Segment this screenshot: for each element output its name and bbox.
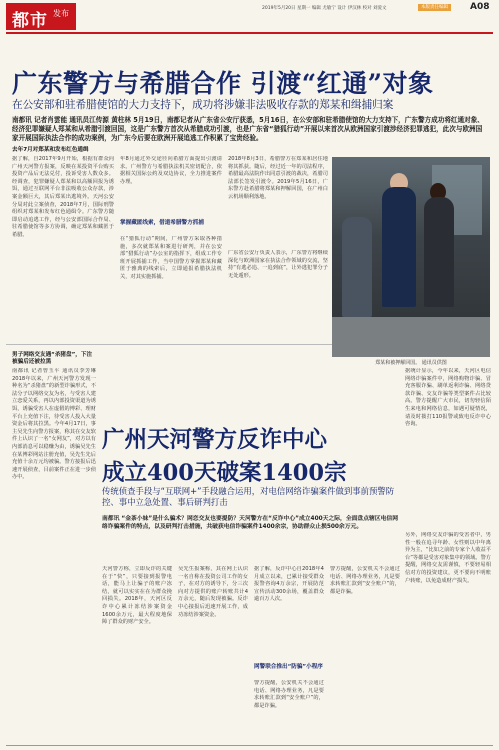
second-col-c-heading: 网警联合推出“防骗”小程序 [254, 664, 323, 670]
news-photo [332, 157, 490, 357]
lead-col3-text-b: 广东省公安厅负责人表示，广东警方将继续深化与欧洲国家在执法合作领域的交流，坚持“有逃必追、一追到底”，让外逃犯罪分子无处遁形。 [228, 250, 328, 279]
second-col-d: 警方提醒，公安机关不会通过电话、网络办理业务，凡是要求转账汇款到“安全账户”的，都是诈骗。 [330, 566, 400, 595]
lead-col1-text: 据了解，自2017年9月开始，根据有群众向广州天河警方报案，反映在某投资平台购买投资产品后无法兑付，投诉受害人数众多。经调查，犯罪嫌疑人郑某和以高额回报为诱饵，通过互联网平台非法吸收公众存款，涉案金额巨大，其后郑某出逃境外。天河公安分局对此立案侦查，2018年7月，国际刑警组织对郑某和发布红色通缉令。广东警方随即启动追逃工作，经与公安部国际合作局、驻希腊使馆等多方协调，确定郑某和藏匿于希腊。 [12, 156, 114, 238]
lead-intro: 南都讯 记者肖雲能 通讯员江传源 黄柱林 5月19日，南都记者从广东省公安厅获悉，5月16日，在公安部和驻希腊使馆的大力支持下，广东警方成功将红通对象、经济犯罪嫌疑人郑某和从希腊引渡回国，这是广东警方首次从希腊成功引渡，也是广东省“猎狐行动”开展以来首次从欧洲国家引渡涉经济犯罪逃犯，此次与欧洲国家开展国际执法合作的成功案例，为广东今后要在欧洲开展追逃工作积累了宝贵经验。 [12, 116, 484, 142]
section-logo [6, 3, 76, 30]
right-text-b: 另外，网络交友诈骗的受害者中，男性一般在追寻年龄、女性则以中年离异为主，“比如之前的专家个人收益平台”等都是受害对象集中的领域。警方提醒，网络交友需谨慎，不要轻易相信对方的投资建议，更不要向不明账户转账，以免造成财产损失。 [405, 532, 491, 584]
date-line: 2019年5月20日 星期一 编辑 尤敏宁 设计 伊汉林 校对 刘爱文 [262, 6, 387, 11]
lead-col2-text-b: 在“猎狐行动”期间，广州警方采取各种措施，多次就郑某和案进行研判，并在公安部“猎狐行动”办公室的指挥下，组成工作专班开展抓捕工作，当中国警方掌握郑某和藏匿于雅典的线索后，立即通报希腊执法机关，对其实施抓捕。 [120, 236, 222, 280]
masthead [0, 0, 499, 34]
editor-tag: 本版责任编辑 [418, 4, 451, 11]
page-number: A08 [470, 2, 490, 12]
second-headline-line1: 广州天河警方反诈中心 [102, 427, 328, 453]
lead-headline: 广东警方与希腊合作 引渡“红通”对象 [12, 69, 434, 98]
section-sub: 发布 [53, 9, 69, 18]
bottom-rule [6, 745, 493, 746]
second-col-c: 据了解，反诈中心自2018年4月成立以来，已累计接受群众报警咨询4万余宗，开展防范宣传活动300余场，覆盖群众逾百万人次。 [254, 566, 324, 603]
second-col-a: 天河警方称，立即反诈的关键在于“快”，只要接到报警电话，能马上让骗子的账户冻结，就可以实实在在为群众挽回损失。2018年，天河区反诈中心累计冻结涉案资金1600余万元，最大程度地保障了群众的财产安全。 [102, 566, 172, 626]
second-intro: 南都讯 “金茶小妹”是什么骗术？网恋交友也要提防？天河警方在“反诈中心”成立400天之际，全面盘点辖区电信网络诈骗案件的特点，以及研判打击措施，共破获电信诈骗案件1400余宗，协助群众止损500余万元。 [102, 516, 399, 531]
right-text: 据统计显示，今年以来，天河区电信网络诈骗案件中，网络购物诈骗、冒充客服诈骗、刷单返利诈骗、网络贷款诈骗、交友诈骗等类型案件占比较高。警方提醒广大市民，切勿轻信陌生来电和网络信息，如遇可疑情况，请及时拨打110报警或致电反诈中心咨询。 [405, 368, 491, 428]
photo-caption: 郑某和被押解回国。 通讯员供图 [375, 360, 447, 366]
lead-col2-text: 年8月通过外交途径向希腊方面提出引渡请求。广州警方与希腊执法机关密切配合，依据相关国际公约及双边协议，全力推进案件办理。 [120, 156, 222, 185]
left-heading: 男子网络交友遇“杀猪盘”，下注被骗后还被拉黑 [12, 352, 93, 365]
top-rule [6, 32, 493, 34]
second-col-c-b: 警方提醒，公安机关不会通过电话、网络办理业务，凡是要求转账汇款到“安全账户”的，都是诈骗。 [254, 680, 324, 709]
lead-subheadline: 在公安部和驻希腊使馆的大力支持下，成功将涉嫌非法吸收存款的郑某和缉捕归案 [12, 99, 394, 111]
left-text: 南都讯 记者曾玉平 通讯员李芳琳 2018年以来，广州天河警方发现一种名为“杀猪盘”的新型诈骗形式，不法分子以网络交友为名，与受害人建立恋爱关系，再以内部投资渠道为诱饵，诱骗受害人在虚假的博彩、理财平台上充值下注，待受害人投入大量资金后将其拉黑。今年4月17日，事主吴先生向警方报案，称其在交友软件上认识了一名“女网友”，对方以有内部消息可以稳赚为由，诱骗吴先生在某博彩网站注册充值，吴先生先后充值十余万元均被骗。警方接报后迅速开展侦查，目前案件正在进一步侦办中。 [12, 368, 96, 481]
lead-col1-heading: 去年7月对郑某和发布红色通缉 [12, 147, 89, 153]
lead-col2-heading: 掌握藏匿线索，借道希腊警方抓捕 [120, 220, 204, 226]
lead-col3-text: 2018年8月3日，希腊警方在郑某和居住地将其抓获。随后，经过近一年的司法程序，希腊最高法院作出同意引渡的裁决，希腊司法部长签发引渡令。2019年5月16日，广东警方赴希腊将郑某和押解回国，在广州白云机场顺利落地。 [228, 156, 328, 200]
section-name: 都市 [12, 11, 48, 31]
section-divider [6, 344, 332, 345]
second-headline-line2: 成立400天破案1400宗 [102, 460, 347, 486]
second-subheadline: 传统侦查手段与“互联网+”手段融合运用，对电信网络诈骗案件做到事前预警防控、事中立急处置、事后研判打击 [102, 486, 395, 507]
second-col-b: 吴先生报案称，其在网上认识一名自称在投资公司工作的女子，在对方的诱导下，分三次向对方提供的账户转账共计4万余元，随后发现被骗。反诈中心接报后迅速开展工作，成功冻结涉案资金。 [178, 566, 248, 618]
